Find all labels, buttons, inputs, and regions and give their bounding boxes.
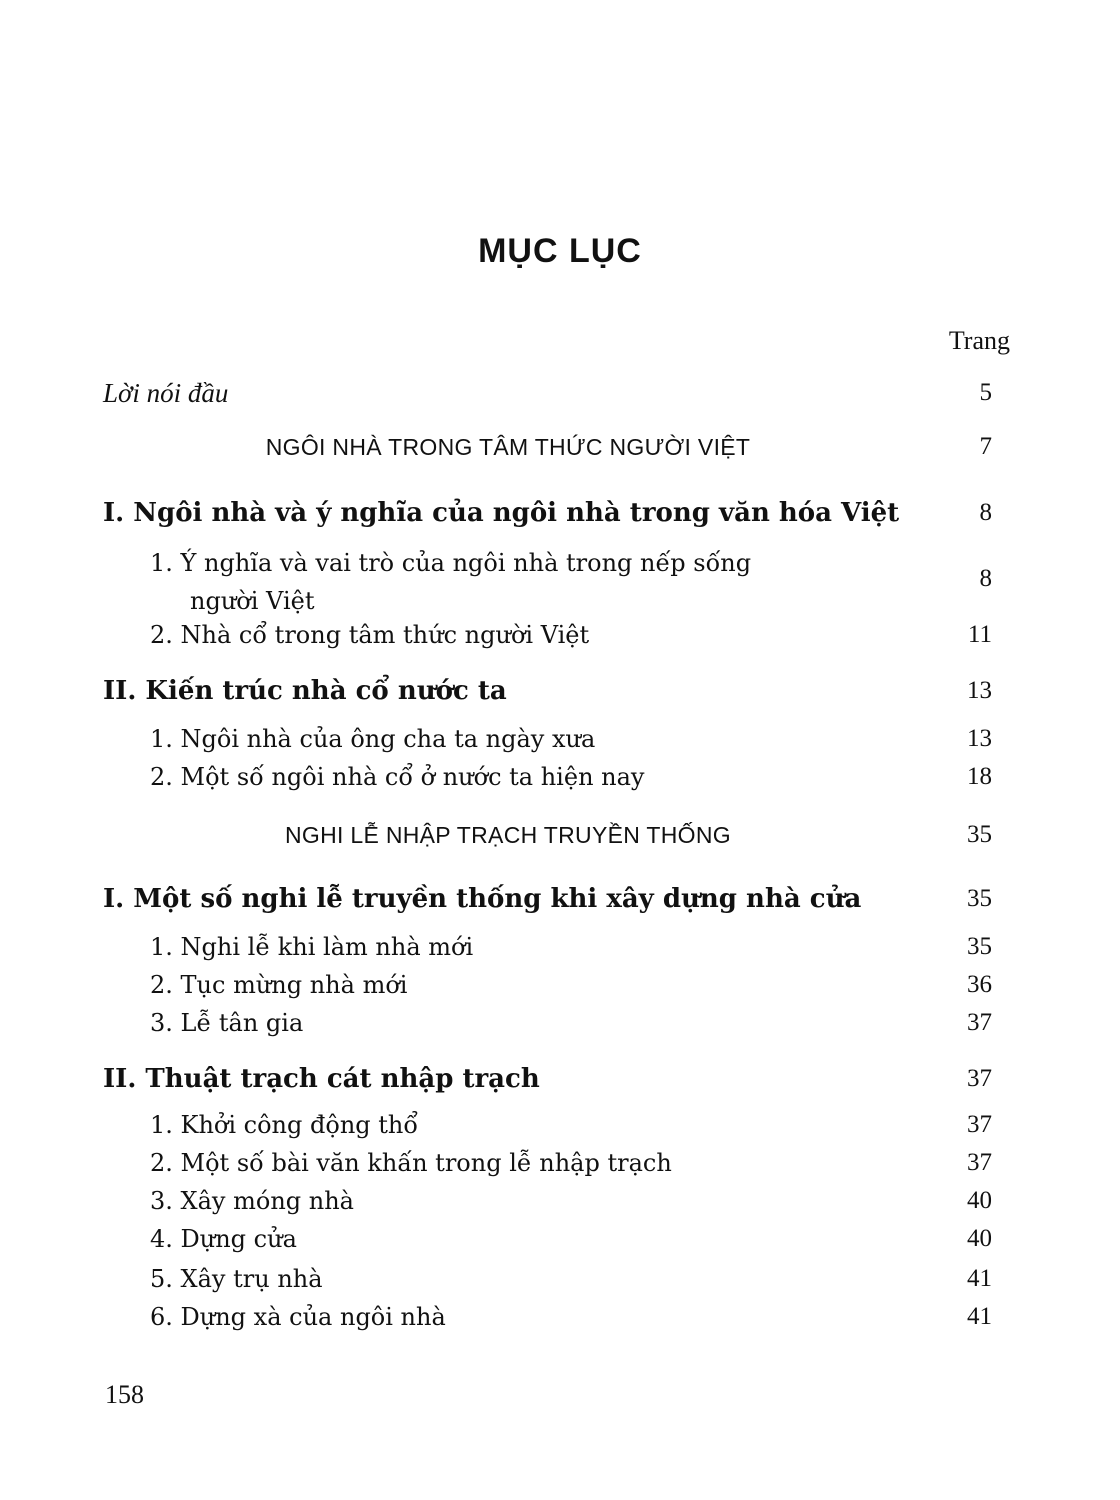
toc-entry-label: 5. Xây trụ nhà (150, 1265, 323, 1293)
toc-entry-label: 2. Một số ngôi nhà cổ ở nước ta hiện nay (150, 763, 645, 791)
toc-entry-page: 8 (979, 565, 992, 592)
toc-entry-label: 1. Nghi lễ khi làm nhà mới (150, 933, 474, 961)
toc-entry-page: 8 (979, 499, 992, 526)
toc-entry-page: 13 (967, 677, 992, 704)
toc-chapter (0, 498, 1120, 538)
toc-entry-label: II. Thuật trạch cát nhập trạch (103, 1064, 540, 1094)
toc-section (0, 1264, 1120, 1304)
toc-entry-label: 3. Xây móng nhà (150, 1187, 354, 1215)
toc-section (0, 724, 1120, 764)
toc-entry-label-continued: người Việt (190, 587, 315, 615)
toc-entry-page: 40 (967, 1187, 992, 1214)
toc-chapter (0, 676, 1120, 716)
toc-entry-page: 11 (967, 621, 992, 648)
toc-entry-label: I. Ngôi nhà và ý nghĩa của ngôi nhà trong văn hóa Việt (103, 498, 900, 528)
toc-entry-label: Lời nói đầu (103, 378, 229, 408)
toc-entry-page: 37 (967, 1149, 992, 1176)
toc-entry-page: 7 (979, 433, 992, 460)
toc-entry-page: 40 (967, 1225, 992, 1252)
toc-entry-label: I. Một số nghi lễ truyền thống khi xây dựng nhà cửa (103, 884, 862, 914)
toc-section (0, 544, 1120, 620)
toc-section (0, 1302, 1120, 1342)
toc-entry-page: 37 (967, 1111, 992, 1138)
page-title: MỤC LỤC (478, 232, 642, 270)
toc-entry-label: 4. Dựng cửa (150, 1225, 297, 1253)
toc-section (0, 932, 1120, 972)
toc-entry-label: 2. Một số bài văn khấn trong lễ nhập trạch (150, 1149, 672, 1177)
toc-entry-label: 1. Ý nghĩa và vai trò của ngôi nhà trong nếp sống (150, 549, 752, 577)
page-column-header: Trang (948, 326, 1010, 355)
toc-entry-label: NGÔI NHÀ TRONG TÂM THỨC NGƯỜI VIỆT (265, 434, 751, 460)
toc-entry-page: 41 (967, 1303, 992, 1330)
toc-entry-page: 36 (967, 971, 992, 998)
toc-section (0, 1186, 1120, 1226)
toc-chapter (0, 1064, 1120, 1104)
toc-entry-page: 35 (967, 885, 992, 912)
toc-section (0, 762, 1120, 802)
toc-entry-page: 35 (967, 933, 992, 960)
toc-section (0, 1148, 1120, 1188)
toc-entry-page: 35 (967, 821, 992, 848)
toc-chapter (0, 884, 1120, 924)
toc-entry-page: 37 (967, 1065, 992, 1092)
toc-entry-page: 18 (967, 763, 992, 790)
toc-entry-label: 2. Nhà cổ trong tâm thức người Việt (150, 621, 590, 649)
toc-section (0, 1224, 1120, 1264)
toc-section (0, 620, 1120, 660)
toc-section (0, 1008, 1120, 1048)
toc-entry-page: 37 (967, 1009, 992, 1036)
toc-entry-label: II. Kiến trúc nhà cổ nước ta (103, 676, 507, 706)
toc-entry-page: 13 (967, 725, 992, 752)
toc-entry-label: 2. Tục mừng nhà mới (150, 971, 408, 999)
toc-section (0, 1110, 1120, 1150)
toc-section (0, 970, 1120, 1010)
toc-entry-preface (0, 378, 1120, 418)
toc-entry-page: 5 (979, 379, 992, 406)
toc-entry-label: 1. Ngôi nhà của ông cha ta ngày xưa (150, 725, 596, 753)
page-number: 158 (105, 1380, 144, 1409)
toc-entry-label: 6. Dựng xà của ngôi nhà (150, 1303, 446, 1331)
toc-part-2 (0, 820, 1120, 860)
toc-entry-label: 1. Khởi công động thổ (150, 1111, 419, 1139)
toc-entry-label: NGHI LỄ NHẬP TRẠCH TRUYỀN THỐNG (285, 822, 731, 848)
toc-entry-label: 3. Lễ tân gia (150, 1009, 304, 1037)
toc-entry-page: 41 (967, 1265, 992, 1292)
toc-part-1 (0, 432, 1120, 472)
